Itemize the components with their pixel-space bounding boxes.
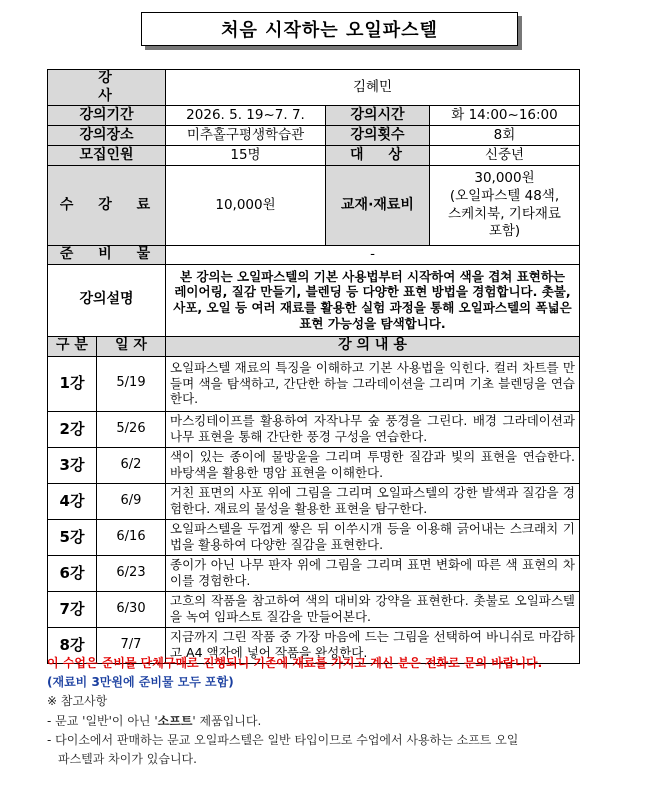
lesson-row (48, 447, 580, 483)
material-line: 30,000원 (474, 170, 535, 187)
reference-item-2: - 다이소에서 판매하는 문교 오일파스텔은 일반 타입이므로 수업에서 사용하는 소프트 오일 (47, 732, 519, 747)
desc-value: 본 강의는 오일파스텔의 기본 사용법부터 시작하여 색을 겹쳐 표현하는 레이어링, 질감 만들기, 블렌딩 등 다양한 표현 방법을 경험합니다. 촛불, 사포, 오일 등 여러 재료를 활용한 실험 과정을 통해 오일파스텔의 폭넓은 표현 가능성을 탐색합니다. (166, 264, 580, 336)
sessions-label: 강의횟수 (326, 126, 430, 146)
lesson-number: 7강 (48, 591, 97, 627)
row-description (48, 264, 580, 336)
content-header: 강 의 내 용 (166, 336, 580, 356)
lesson-date: 6/23 (97, 555, 166, 591)
lesson-number: 1강 (48, 356, 97, 411)
sessions-value: 8회 (430, 126, 580, 146)
row-prep (48, 246, 580, 265)
lesson-row (48, 519, 580, 555)
material-line: 포함) (488, 223, 521, 240)
course-info-table (47, 69, 580, 664)
schedule-header-row (48, 336, 580, 356)
lesson-content: 오일파스텔을 두껍게 쌓은 뒤 이쑤시개 등을 이용해 긁어내는 스크래치 기법을 활용하여 다양한 질감을 표현한다. (166, 519, 580, 555)
row-fee (48, 166, 580, 246)
place-value: 미추홀구평생학습관 (166, 126, 326, 146)
lesson-row (48, 356, 580, 411)
page-title (141, 12, 518, 46)
capacity-label: 모집인원 (48, 146, 166, 166)
time-label: 강의시간 (326, 106, 430, 126)
lesson-content: 색이 있는 종이에 물방울을 그리며 투명한 질감과 빛의 표현을 연습한다. 바탕색을 활용한 명암 표현을 이해한다. (166, 447, 580, 483)
lesson-date: 7/7 (97, 627, 166, 663)
reference-item-1 (47, 712, 587, 731)
lesson-date: 6/30 (97, 591, 166, 627)
date-header: 일 자 (97, 336, 166, 356)
lesson-number: 5강 (48, 519, 97, 555)
reference-item-1-pre: - 문교 '일반'이 아닌 ' (47, 713, 158, 728)
instructor-label: 강 사 (48, 70, 166, 106)
blue-notice: (재료비 3만원에 준비물 모두 포함) (47, 675, 234, 690)
lesson-date: 5/26 (97, 411, 166, 447)
place-label: 강의장소 (48, 126, 166, 146)
material-label: 교재·재료비 (326, 166, 430, 246)
lesson-row (48, 555, 580, 591)
lesson-content: 종이가 아닌 나무 판자 위에 그림을 그리며 표면 변화에 따른 색 표현의 차이를 경험한다. (166, 555, 580, 591)
lesson-date: 5/19 (97, 356, 166, 411)
desc-label: 강의설명 (48, 264, 166, 336)
page-title-text: 처음 시작하는 오일파스텔 (221, 20, 438, 41)
lesson-content: 마스킹테이프를 활용하여 자작나무 숲 풍경을 그린다. 배경 그라데이션과 나무 표현을 통해 간단한 풍경 구성을 연습한다. (166, 411, 580, 447)
lesson-row (48, 591, 580, 627)
fee-value: 10,000원 (166, 166, 326, 246)
lesson-content: 고흐의 작품을 참고하여 색의 대비와 강약을 표현한다. 촛불로 오일파스텔을 녹여 임파스토 질감을 만들어본다. (166, 591, 580, 627)
notes-section (47, 654, 587, 769)
period-label: 강의기간 (48, 106, 166, 126)
lesson-number: 2강 (48, 411, 97, 447)
lesson-number: 8강 (48, 627, 97, 663)
target-value: 신중년 (430, 146, 580, 166)
material-value (430, 166, 580, 246)
fee-label: 수 강 료 (48, 166, 166, 246)
reference-item-2-cont: 파스텔과 차이가 있습니다. (58, 751, 197, 766)
lesson-number: 4강 (48, 483, 97, 519)
lesson-number: 6강 (48, 555, 97, 591)
capacity-value: 15명 (166, 146, 326, 166)
lesson-date: 6/16 (97, 519, 166, 555)
target-label: 대 상 (326, 146, 430, 166)
row-place (48, 126, 580, 146)
material-line: 스케치북, 기타재료 (448, 205, 561, 222)
lesson-number: 3강 (48, 447, 97, 483)
instructor-value: 김혜민 (166, 70, 580, 106)
lesson-content: 지금까지 그린 작품 중 가장 마음에 드는 그림을 선택하여 바니쉬로 마감하고 A4 액자에 넣어 작품을 완성한다. (166, 627, 580, 663)
row-period (48, 106, 580, 126)
red-notice: 이 수업은 준비물 단체구매로 진행되니 기존에 재료를 가지고 계신 분은 전화로 문의 바랍니다. (47, 656, 543, 670)
reference-item-1-post: ' 제품입니다. (192, 713, 262, 728)
prep-label: 준 비 물 (48, 246, 166, 265)
lesson-date: 6/2 (97, 447, 166, 483)
lesson-row (48, 411, 580, 447)
material-line: (오일파스텔 48색, (449, 187, 560, 204)
period-value: 2026. 5. 19~7. 7. (166, 106, 326, 126)
lesson-content: 오일파스텔 재료의 특징을 이해하고 기본 사용법을 익힌다. 컬러 차트를 만들며 색을 탐색하고, 간단한 하늘 그라데이션을 그리며 기초 블렌딩을 연습한다. (166, 356, 580, 411)
division-header: 구 분 (48, 336, 97, 356)
row-instructor (48, 70, 580, 106)
prep-value: - (166, 246, 580, 265)
time-value: 화 14:00~16:00 (430, 106, 580, 126)
reference-item-1-bold: 소프트 (157, 713, 193, 728)
lesson-date: 6/9 (97, 483, 166, 519)
lesson-row (48, 483, 580, 519)
reference-title: ※ 참고사항 (47, 694, 108, 709)
lesson-content: 거친 표면의 사포 위에 그림을 그리며 오일파스텔의 강한 발색과 질감을 경험한다. 재료의 물성을 활용한 표현을 탐구한다. (166, 483, 580, 519)
row-capacity (48, 146, 580, 166)
